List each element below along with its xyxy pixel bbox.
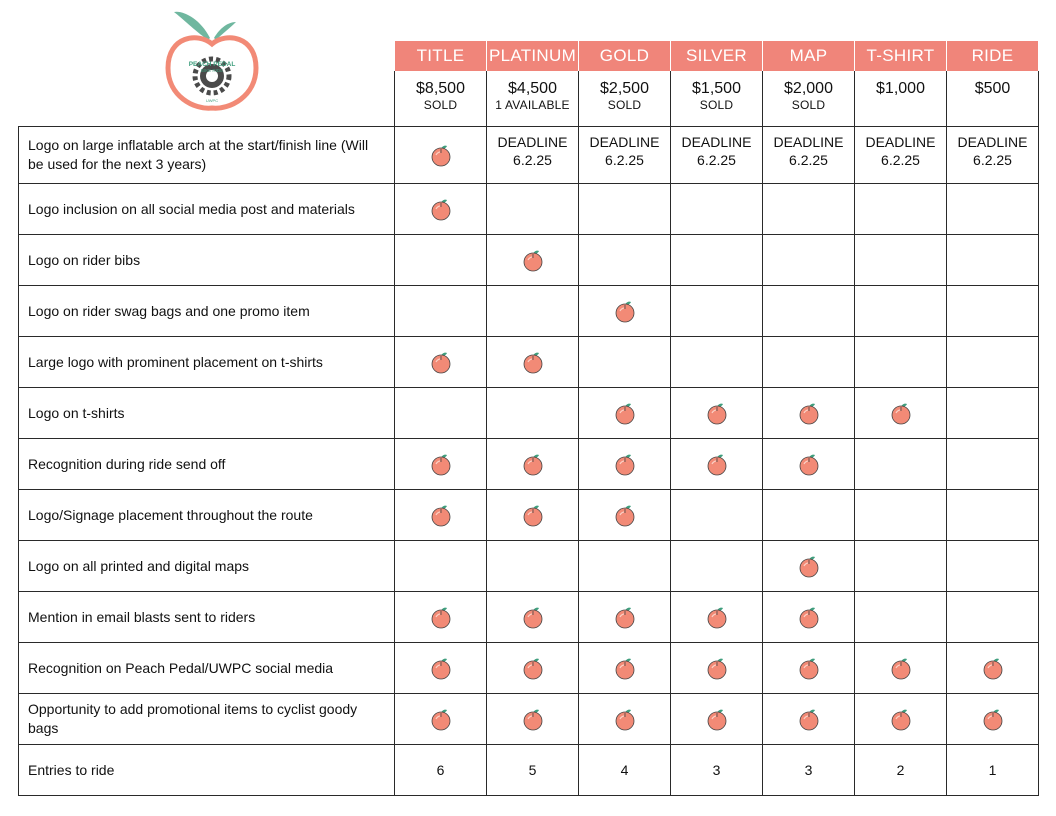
peach-icon — [429, 503, 453, 527]
peach-icon — [797, 605, 821, 629]
peach-icon — [613, 401, 637, 425]
benefit-included-cell — [487, 439, 579, 490]
entries-row — [19, 745, 1039, 796]
benefit-label: Logo on rider bibs — [19, 235, 395, 286]
benefit-included-cell — [487, 337, 579, 388]
empty-cell — [855, 490, 947, 541]
benefit-included-cell — [579, 592, 671, 643]
deadline-date: 6.2.25 — [973, 152, 1012, 168]
deadline-date: 6.2.25 — [697, 152, 736, 168]
deadline-date: 6.2.25 — [513, 152, 552, 168]
empty-cell — [763, 235, 855, 286]
blank-header-cell — [19, 41, 395, 71]
benefit-label: Opportunity to add promotional items to cyclist goody bags — [19, 694, 395, 745]
benefit-included-cell — [671, 592, 763, 643]
deadline-date: 6.2.25 — [789, 152, 828, 168]
empty-cell — [487, 184, 579, 235]
empty-cell — [579, 337, 671, 388]
benefit-included-cell — [763, 388, 855, 439]
benefit-included-cell — [395, 337, 487, 388]
tier-availability: 1 AVAILABLE — [495, 98, 570, 112]
empty-cell — [671, 286, 763, 337]
empty-cell — [947, 286, 1039, 337]
tier-availability: SOLD — [607, 98, 642, 112]
peach-icon — [429, 707, 453, 731]
tier-availability: SOLD — [791, 98, 826, 112]
empty-cell — [855, 439, 947, 490]
benefit-included-cell — [487, 694, 579, 745]
peach-icon — [797, 707, 821, 731]
empty-cell — [763, 490, 855, 541]
benefit-label: Recognition during ride send off — [19, 439, 395, 490]
benefit-row — [19, 184, 1039, 235]
peach-icon — [613, 656, 637, 680]
entries-count: 5 — [487, 745, 579, 796]
tier-price-cell — [763, 71, 855, 127]
benefit-included-cell — [671, 439, 763, 490]
empty-cell — [395, 541, 487, 592]
benefit-label: Logo on all printed and digital maps — [19, 541, 395, 592]
empty-cell — [671, 184, 763, 235]
tier-price: $2,500 — [600, 80, 649, 97]
empty-cell — [947, 235, 1039, 286]
empty-cell — [947, 388, 1039, 439]
tier-availability: SOLD — [423, 98, 458, 112]
benefit-label: Logo inclusion on all social media post and materials — [19, 184, 395, 235]
sponsorship-table — [18, 41, 1039, 796]
entries-label: Entries to ride — [19, 745, 395, 796]
empty-cell — [671, 541, 763, 592]
benefit-row — [19, 694, 1039, 745]
benefit-included-cell — [395, 592, 487, 643]
deadline-date: 6.2.25 — [605, 152, 644, 168]
empty-cell — [855, 541, 947, 592]
peach-icon — [613, 299, 637, 323]
peach-icon — [613, 503, 637, 527]
deadline-cell — [487, 127, 579, 184]
blank-price-cell — [19, 71, 395, 127]
entries-count: 6 — [395, 745, 487, 796]
peach-icon — [521, 452, 545, 476]
empty-cell — [487, 286, 579, 337]
peach-icon — [705, 605, 729, 629]
peach-icon — [981, 707, 1005, 731]
benefit-row — [19, 643, 1039, 694]
benefit-included-cell — [855, 694, 947, 745]
peach-icon — [889, 707, 913, 731]
deadline-label: DEADLINE — [589, 134, 660, 150]
empty-cell — [671, 235, 763, 286]
empty-cell — [947, 592, 1039, 643]
tier-header-row — [19, 41, 1039, 71]
benefit-included-cell — [395, 694, 487, 745]
empty-cell — [579, 184, 671, 235]
tier-header-map: MAP — [763, 41, 855, 71]
benefit-included-cell — [487, 592, 579, 643]
benefit-included-cell — [487, 643, 579, 694]
empty-cell — [395, 388, 487, 439]
empty-cell — [487, 541, 579, 592]
benefit-included-cell — [763, 439, 855, 490]
logo-sub-text: BIKE RIDE — [200, 68, 224, 73]
empty-cell — [855, 337, 947, 388]
tier-price: $4,500 — [508, 80, 557, 97]
empty-cell — [487, 388, 579, 439]
tier-header-silver: SILVER — [671, 41, 763, 71]
peach-icon — [521, 248, 545, 272]
benefit-row — [19, 337, 1039, 388]
empty-cell — [855, 286, 947, 337]
benefit-row — [19, 235, 1039, 286]
deadline-label: DEADLINE — [773, 134, 844, 150]
entries-count: 2 — [855, 745, 947, 796]
peach-icon — [981, 656, 1005, 680]
benefit-included-cell — [763, 694, 855, 745]
deadline-label: DEADLINE — [865, 134, 936, 150]
peach-icon — [521, 503, 545, 527]
benefit-included-cell — [947, 694, 1039, 745]
benefit-label: Logo on t-shirts — [19, 388, 395, 439]
peach-icon — [705, 401, 729, 425]
tier-header-t-shirt: T-SHIRT — [855, 41, 947, 71]
benefit-row — [19, 541, 1039, 592]
deadline-cell — [763, 127, 855, 184]
tier-price-cell — [855, 71, 947, 127]
peach-icon — [521, 605, 545, 629]
benefit-row — [19, 388, 1039, 439]
peach-icon — [889, 656, 913, 680]
benefit-included-cell — [395, 127, 487, 184]
benefit-included-cell — [395, 184, 487, 235]
peach-icon — [613, 605, 637, 629]
benefit-included-cell — [487, 235, 579, 286]
benefit-row — [19, 286, 1039, 337]
benefit-included-cell — [763, 541, 855, 592]
deadline-cell — [947, 127, 1039, 184]
empty-cell — [395, 286, 487, 337]
benefit-included-cell — [395, 439, 487, 490]
peach-icon — [797, 656, 821, 680]
empty-cell — [763, 286, 855, 337]
tier-price: $500 — [974, 80, 1011, 97]
tier-price-cell — [487, 71, 579, 127]
benefit-included-cell — [579, 643, 671, 694]
empty-cell — [579, 235, 671, 286]
deadline-label: DEADLINE — [957, 134, 1028, 150]
empty-cell — [855, 235, 947, 286]
empty-cell — [947, 439, 1039, 490]
benefit-included-cell — [487, 490, 579, 541]
empty-cell — [395, 235, 487, 286]
benefit-label: Logo/Signage placement throughout the route — [19, 490, 395, 541]
benefit-included-cell — [671, 694, 763, 745]
peach-icon — [705, 656, 729, 680]
tier-price: $2,000 — [784, 80, 833, 97]
empty-cell — [947, 490, 1039, 541]
peach-icon — [521, 656, 545, 680]
benefit-included-cell — [763, 592, 855, 643]
tier-price-cell — [947, 71, 1039, 127]
entries-count: 3 — [671, 745, 763, 796]
empty-cell — [855, 184, 947, 235]
tier-header-ride: RIDE — [947, 41, 1039, 71]
tier-header-gold: GOLD — [579, 41, 671, 71]
peach-icon — [429, 350, 453, 374]
deadline-cell — [671, 127, 763, 184]
benefit-included-cell — [855, 388, 947, 439]
logo-tagline-text: UWPC — [205, 98, 219, 103]
benefit-included-cell — [579, 439, 671, 490]
deadline-cell — [855, 127, 947, 184]
tier-price-cell — [671, 71, 763, 127]
tier-header-platinum: PLATINUM — [487, 41, 579, 71]
benefit-row — [19, 127, 1039, 184]
benefit-label: Logo on large inflatable arch at the start/finish line (Will be used for the next 3 years) — [19, 127, 395, 184]
price-row — [19, 71, 1039, 127]
peach-icon — [705, 452, 729, 476]
empty-cell — [947, 184, 1039, 235]
empty-cell — [763, 184, 855, 235]
benefit-included-cell — [947, 643, 1039, 694]
empty-cell — [763, 337, 855, 388]
peach-icon — [429, 197, 453, 221]
benefit-included-cell — [671, 643, 763, 694]
entries-count: 3 — [763, 745, 855, 796]
peach-icon — [797, 554, 821, 578]
deadline-label: DEADLINE — [497, 134, 568, 150]
benefit-row — [19, 439, 1039, 490]
tier-price-cell — [579, 71, 671, 127]
benefit-included-cell — [395, 490, 487, 541]
benefit-included-cell — [763, 643, 855, 694]
benefit-included-cell — [395, 643, 487, 694]
empty-cell — [671, 337, 763, 388]
benefit-label: Mention in email blasts sent to riders — [19, 592, 395, 643]
tier-price: $1,500 — [692, 80, 741, 97]
benefit-included-cell — [671, 388, 763, 439]
empty-cell — [579, 541, 671, 592]
entries-count: 4 — [579, 745, 671, 796]
entries-count: 1 — [947, 745, 1039, 796]
peach-icon — [797, 452, 821, 476]
deadline-cell — [579, 127, 671, 184]
peach-icon — [613, 707, 637, 731]
benefit-label: Recognition on Peach Pedal/UWPC social media — [19, 643, 395, 694]
peach-icon — [705, 707, 729, 731]
benefit-label: Logo on rider swag bags and one promo item — [19, 286, 395, 337]
peach-icon — [429, 605, 453, 629]
peach-icon — [429, 143, 453, 167]
benefit-included-cell — [579, 694, 671, 745]
peach-icon — [889, 401, 913, 425]
benefit-included-cell — [855, 643, 947, 694]
benefit-row — [19, 592, 1039, 643]
benefit-row — [19, 490, 1039, 541]
tier-price-cell — [395, 71, 487, 127]
benefit-included-cell — [579, 490, 671, 541]
empty-cell — [855, 592, 947, 643]
peach-icon — [429, 452, 453, 476]
logo-brand-text: PEACH PEDAL — [188, 61, 236, 68]
benefit-included-cell — [579, 286, 671, 337]
benefit-label: Large logo with prominent placement on t-shirts — [19, 337, 395, 388]
peach-icon — [521, 350, 545, 374]
peach-icon — [521, 707, 545, 731]
peach-icon — [613, 452, 637, 476]
deadline-label: DEADLINE — [681, 134, 752, 150]
empty-cell — [671, 490, 763, 541]
deadline-date: 6.2.25 — [881, 152, 920, 168]
tier-price: $1,000 — [876, 80, 925, 97]
benefit-included-cell — [579, 388, 671, 439]
tier-price: $8,500 — [416, 80, 465, 97]
peach-icon — [429, 656, 453, 680]
tier-header-title: TITLE — [395, 41, 487, 71]
empty-cell — [947, 541, 1039, 592]
empty-cell — [947, 337, 1039, 388]
peach-icon — [797, 401, 821, 425]
tier-availability: SOLD — [699, 98, 734, 112]
